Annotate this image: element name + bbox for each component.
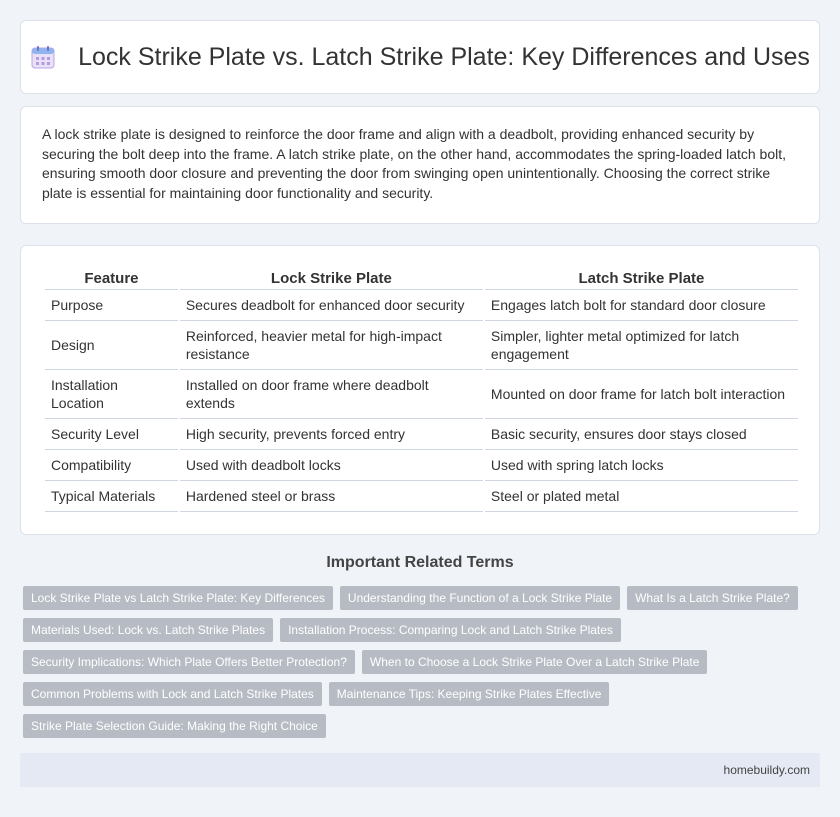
table-row bbox=[45, 419, 798, 450]
latch-cell: Simpler, lighter metal optimized for latch engagement bbox=[485, 321, 798, 370]
latch-cell: Steel or plated metal bbox=[485, 481, 798, 512]
related-terms-list bbox=[23, 586, 813, 738]
footer bbox=[20, 753, 820, 787]
feature-cell: Security Level bbox=[45, 419, 178, 450]
feature-cell: Purpose bbox=[45, 290, 178, 321]
related-term-tag[interactable]: Security Implications: Which Plate Offers Better Protection? bbox=[23, 650, 355, 674]
page-title: Lock Strike Plate vs. Latch Strike Plate: Key Differences and Uses bbox=[78, 42, 810, 71]
related-term-tag[interactable]: Understanding the Function of a Lock Strike Plate bbox=[340, 586, 620, 610]
latch-cell: Engages latch bolt for standard door closure bbox=[485, 290, 798, 321]
feature-cell: Installation Location bbox=[45, 370, 178, 419]
related-term-tag[interactable]: What Is a Latch Strike Plate? bbox=[627, 586, 798, 610]
latch-cell: Used with spring latch locks bbox=[485, 450, 798, 481]
table-row bbox=[45, 370, 798, 419]
header-card bbox=[20, 20, 820, 94]
header-latch-strike-plate: Latch Strike Plate bbox=[485, 266, 798, 290]
header-lock-strike-plate: Lock Strike Plate bbox=[180, 266, 483, 290]
comparison-table bbox=[43, 266, 800, 512]
feature-cell: Compatibility bbox=[45, 450, 178, 481]
comparison-card bbox=[20, 245, 820, 535]
table-row bbox=[45, 450, 798, 481]
feature-cell: Design bbox=[45, 321, 178, 370]
lock-cell: Reinforced, heavier metal for high-impact resistance bbox=[180, 321, 483, 370]
lock-cell: Used with deadbolt locks bbox=[180, 450, 483, 481]
calendar-icon bbox=[30, 44, 56, 70]
related-term-tag[interactable]: Strike Plate Selection Guide: Making the Right Choice bbox=[23, 714, 326, 738]
lock-cell: Installed on door frame where deadbolt extends bbox=[180, 370, 483, 419]
lock-cell: Hardened steel or brass bbox=[180, 481, 483, 512]
intro-paragraph: A lock strike plate is designed to reinforce the door frame and align with a deadbolt, providing enhanced security by securing the bolt deep into the frame. A latch strike plate, on the other hand, accommodates the spring-loaded latch bolt, ensuring smooth door closure and preventing the door from swinging open unintentionally. Choosing the correct strike plate is essential for maintaining door functionality and security. bbox=[42, 126, 787, 201]
related-terms-title: Important Related Terms bbox=[326, 554, 514, 571]
related-term-tag[interactable]: When to Choose a Lock Strike Plate Over a Latch Strike Plate bbox=[362, 650, 708, 674]
related-term-tag[interactable]: Lock Strike Plate vs Latch Strike Plate: Key Differences bbox=[23, 586, 333, 610]
latch-cell: Mounted on door frame for latch bolt interaction bbox=[485, 370, 798, 419]
feature-cell: Typical Materials bbox=[45, 481, 178, 512]
table-row bbox=[45, 481, 798, 512]
header-feature: Feature bbox=[45, 266, 178, 290]
lock-cell: Secures deadbolt for enhanced door security bbox=[180, 290, 483, 321]
related-term-tag[interactable]: Common Problems with Lock and Latch Strike Plates bbox=[23, 682, 322, 706]
lock-cell: High security, prevents forced entry bbox=[180, 419, 483, 450]
intro-card bbox=[20, 106, 820, 224]
footer-site-name: homebuildy.com bbox=[723, 763, 810, 777]
table-row bbox=[45, 290, 798, 321]
table-row bbox=[45, 321, 798, 370]
related-term-tag[interactable]: Materials Used: Lock vs. Latch Strike Plates bbox=[23, 618, 273, 642]
related-term-tag[interactable]: Installation Process: Comparing Lock and Latch Strike Plates bbox=[280, 618, 621, 642]
table-header-row bbox=[45, 266, 798, 290]
latch-cell: Basic security, ensures door stays closed bbox=[485, 419, 798, 450]
related-term-tag[interactable]: Maintenance Tips: Keeping Strike Plates Effective bbox=[329, 682, 610, 706]
